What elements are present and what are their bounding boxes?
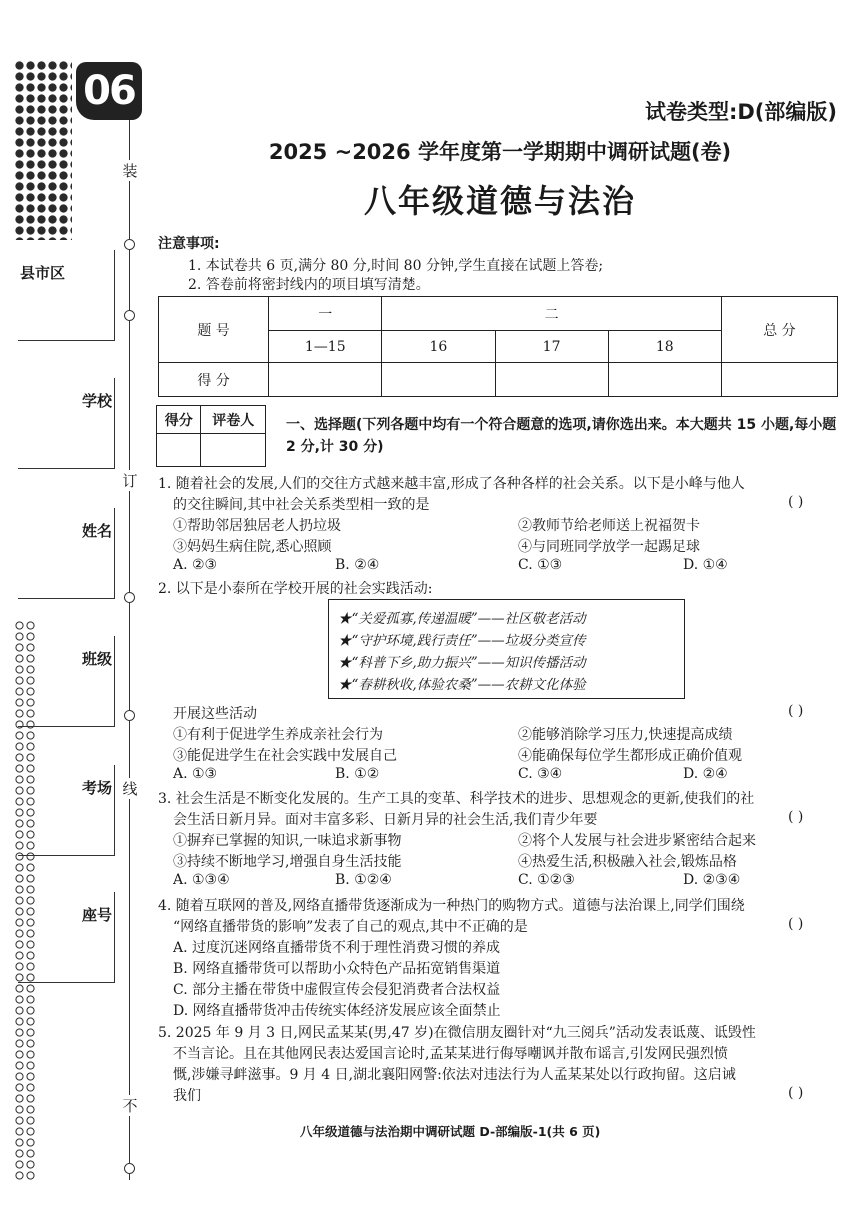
sub-range: 1—15 bbox=[269, 331, 382, 363]
q2-option-c[interactable]: C. ③④ bbox=[518, 766, 563, 782]
q2-statement: ②能够消除学习压力,快速提高成绩 bbox=[518, 727, 733, 743]
q1-option-c[interactable]: C. ①③ bbox=[518, 557, 563, 573]
q2-stem: 2. 以下是小泰所在学校开展的社会实践活动: bbox=[158, 581, 433, 597]
q1-option-a[interactable]: A. ②③ bbox=[173, 557, 218, 573]
q2-option-b[interactable]: B. ①② bbox=[335, 766, 380, 782]
q4-option-a[interactable]: A. 过度沉迷网络直播带货不利于理性消费习惯的养成 bbox=[173, 940, 501, 956]
grader-reviewer-cell[interactable] bbox=[201, 434, 266, 467]
field-class-label: 班级 bbox=[82, 650, 113, 668]
activity-item: ★“关爱孤寡,传递温暖”——社区敬老活动 bbox=[338, 611, 586, 627]
sub-q17: 17 bbox=[495, 331, 608, 363]
activity-item: ★“春耕秋收,体验农桑”——农耕文化体验 bbox=[338, 677, 586, 693]
q1-stem: 1. 随着社会的发展,人们的交往方式越来越丰富,形成了各种各样的社会关系。以下是小峰与他人 bbox=[158, 476, 745, 492]
grader-score-label: 得分 bbox=[157, 406, 201, 434]
page-footer: 八年级道德与法治期中调研试题 D-部编版-1(共 6 页) bbox=[300, 1124, 601, 1139]
q3-option-c[interactable]: C. ①②③ bbox=[518, 872, 575, 888]
note-item: 2. 答卷前将密封线内的项目填写清楚。 bbox=[188, 277, 430, 293]
activity-item: ★“守护环境,践行责任”——垃圾分类宣传 bbox=[338, 633, 586, 649]
q1-statement: ③妈妈生病住院,悉心照顾 bbox=[173, 539, 332, 555]
q3-statement: ②将个人发展与社会进步紧密结合起来 bbox=[518, 833, 756, 849]
seal-char: 线 bbox=[122, 780, 138, 798]
q3-option-d[interactable]: D. ②③④ bbox=[683, 872, 741, 888]
score-cell[interactable] bbox=[608, 363, 721, 397]
sub-q16: 16 bbox=[382, 331, 495, 363]
score-table-header: 题 号 bbox=[159, 297, 269, 363]
grader-table bbox=[156, 405, 266, 467]
note-item: 1. 本试卷共 6 页,满分 80 分,时间 80 分钟,学生直接在试题上答卷; bbox=[188, 258, 604, 274]
field-exam-room-label: 考场 bbox=[82, 779, 113, 797]
answer-bracket: ( ) bbox=[788, 1085, 804, 1101]
score-cell[interactable] bbox=[495, 363, 608, 397]
part-one: 一 bbox=[269, 297, 382, 331]
seal-char: 订 bbox=[122, 472, 138, 490]
field-school-label: 学校 bbox=[82, 392, 113, 410]
q3-stem: 3. 社会生活是不断变化发展的。生产工具的变革、科学技术的进步、思想观念的更新,使我们的社 bbox=[158, 791, 755, 807]
subject-title: 八年级道德与法治 bbox=[363, 182, 636, 220]
q3-statement: ①摒弃已掌握的知识,一味追求新事物 bbox=[173, 833, 402, 849]
seal-hole bbox=[124, 310, 135, 321]
answer-bracket: ( ) bbox=[788, 703, 804, 719]
q1-option-b[interactable]: B. ②④ bbox=[335, 557, 380, 573]
exam-title: 2025 ~2026 学年度第一学期期中调研试题(卷) bbox=[268, 140, 732, 164]
q3-statement: ④热爱生活,积极融入社会,锻炼品格 bbox=[518, 854, 737, 870]
seal-hole bbox=[124, 239, 135, 250]
q4-option-d[interactable]: D. 网络直播带货冲击传统实体经济发展应该全面禁止 bbox=[173, 1003, 501, 1019]
q5-stem: 5. 2025 年 9 月 3 日,网民孟某某(男,47 岁)在微信朋友圈针对“九三阅兵”活动发表诋蔑、诋毁性 bbox=[158, 1025, 756, 1041]
seal-char: 不 bbox=[122, 1097, 138, 1115]
q1-stem: 的交往瞬间,其中社会关系类型相一致的是 bbox=[173, 497, 430, 513]
grader-score-cell[interactable] bbox=[157, 434, 201, 467]
grader-reviewer-label: 评卷人 bbox=[201, 406, 266, 434]
q4-stem: 4. 随着互联网的普及,网络直播带货逐渐成为一种热门的购物方式。道德与法治课上,同学们围绕 bbox=[158, 898, 745, 914]
q2-statement: ①有利于促进学生养成亲社会行为 bbox=[173, 727, 383, 743]
seal-char: 装 bbox=[122, 162, 138, 180]
q2-option-a[interactable]: A. ①③ bbox=[173, 766, 218, 782]
notes-heading: 注意事项: bbox=[158, 236, 220, 252]
q3-stem: 会生活日新月异。面对丰富多彩、日新月异的社会生活,我们青少年要 bbox=[173, 812, 598, 828]
score-cell[interactable] bbox=[721, 363, 837, 397]
activity-item: ★“科普下乡,助力振兴”——知识传播活动 bbox=[338, 655, 586, 671]
q1-option-d[interactable]: D. ①④ bbox=[683, 557, 728, 573]
score-row-label: 得 分 bbox=[159, 363, 269, 397]
score-cell[interactable] bbox=[269, 363, 382, 397]
q1-statement: ④与同班同学放学一起踢足球 bbox=[518, 539, 700, 555]
answer-bracket: ( ) bbox=[788, 494, 804, 510]
q3-statement: ③持续不断地学习,增强自身生活技能 bbox=[173, 854, 402, 870]
section-heading: 一、选择题(下列各题中均有一个符合题意的选项,请你选出来。本大题共 15 小题,每小题 2 分,计 30 分) bbox=[286, 417, 837, 455]
q4-stem: “网络直播带货的影响”发表了自己的观点,其中不正确的是 bbox=[173, 919, 528, 935]
score-table bbox=[158, 296, 838, 397]
seal-hole bbox=[124, 592, 135, 603]
part-two: 二 bbox=[382, 297, 722, 331]
q4-option-c[interactable]: C. 部分主播在带货中虚假宣传会侵犯消费者合法权益 bbox=[173, 982, 501, 998]
paper-type: 试卷类型:D(部编版) bbox=[644, 100, 837, 124]
q2-option-d[interactable]: D. ②④ bbox=[683, 766, 728, 782]
field-name-label: 姓名 bbox=[82, 522, 113, 540]
q3-option-b[interactable]: B. ①②④ bbox=[335, 872, 392, 888]
seal-hole bbox=[124, 710, 135, 721]
q1-statement: ②教师节给老师送上祝福贺卡 bbox=[518, 518, 700, 534]
q2-stem: 开展这些活动 bbox=[173, 706, 257, 722]
q3-option-a[interactable]: A. ①③④ bbox=[173, 872, 230, 888]
q1-statement: ①帮助邻居独居老人扔垃圾 bbox=[173, 518, 341, 534]
q5-stem: 我们 bbox=[173, 1088, 201, 1104]
total-label: 总 分 bbox=[721, 297, 837, 363]
q2-statement: ④能确保每位学生都形成正确价值观 bbox=[518, 748, 742, 764]
score-cell[interactable] bbox=[382, 363, 495, 397]
q4-option-b[interactable]: B. 网络直播带货可以帮助小众特色产品拓宽销售渠道 bbox=[173, 961, 501, 977]
field-county-label: 县市区 bbox=[20, 264, 66, 282]
q5-stem: 慨,涉嫌寻衅滋事。9 月 4 日,湖北襄阳网警:依法对违法行为人孟某某处以行政拘留。这启诫 bbox=[173, 1067, 736, 1083]
page-badge: 06 bbox=[76, 62, 142, 120]
q5-stem: 不当言论。且在其他网民表达爱国言论时,孟某某进行侮辱嘲讽并散布谣言,引发网民强烈愤 bbox=[173, 1046, 728, 1062]
field-seat-label: 座号 bbox=[82, 906, 113, 924]
q2-statement: ③能促进学生在社会实践中发展自己 bbox=[173, 748, 397, 764]
seal-hole bbox=[124, 1163, 135, 1174]
answer-bracket: ( ) bbox=[788, 809, 804, 825]
answer-bracket: ( ) bbox=[788, 916, 804, 932]
binding-dots-top bbox=[14, 60, 72, 240]
seal-line bbox=[129, 120, 130, 1180]
sub-q18: 18 bbox=[608, 331, 721, 363]
